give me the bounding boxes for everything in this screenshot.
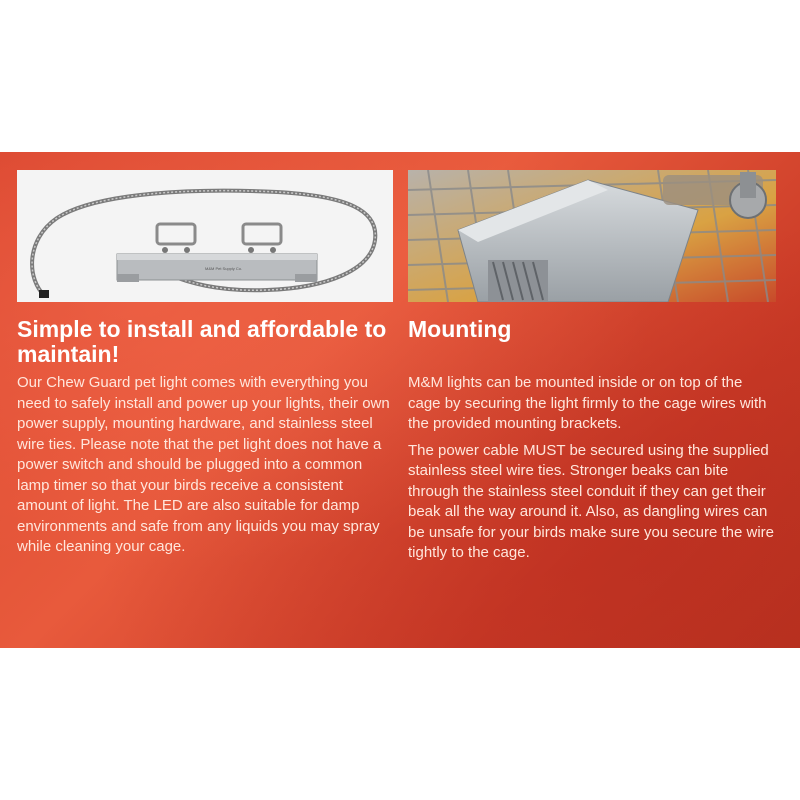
install-section bbox=[17, 170, 393, 558]
mounting-paragraph-2: The power cable MUST be secured using the supplied stainless steel wire ties. Stronger beaks can bite through the stainless steel conduit if they can get their beak all the way around it. Also, as dangling wires can be unsafe for your birds make sure you secure the wire tightly to the cage. bbox=[408, 441, 775, 561]
mounting-photo bbox=[408, 170, 776, 302]
mounting-paragraph-1: M&M lights can be mounted inside or on top of the cage by securing the light firmly to the cage wires with the provided mounting brackets. bbox=[408, 374, 767, 432]
install-description: Our Chew Guard pet light comes with everything you need to safely install and power up your lights, their own power supply, mounting hardware, and stainless steel wire ties. Please note that the pet light does not have a power switch and should be plugged into a common lamp timer so that your birds receive a consistent amount of light. The LED are also suitable for damp environments and safe from any liquids you may spray while cleaning your cage. bbox=[17, 374, 390, 555]
product-banner bbox=[0, 152, 800, 648]
install-heading: Simple to install and affordable to maintain! bbox=[17, 316, 387, 367]
light-kit-illustration bbox=[17, 170, 393, 302]
mounting-illustration bbox=[408, 170, 776, 302]
bar-label: M&M Pet Supply Co. bbox=[205, 266, 243, 271]
mounting-heading: Mounting bbox=[408, 316, 512, 342]
mounting-section bbox=[408, 170, 776, 564]
product-kit-photo bbox=[17, 170, 393, 302]
